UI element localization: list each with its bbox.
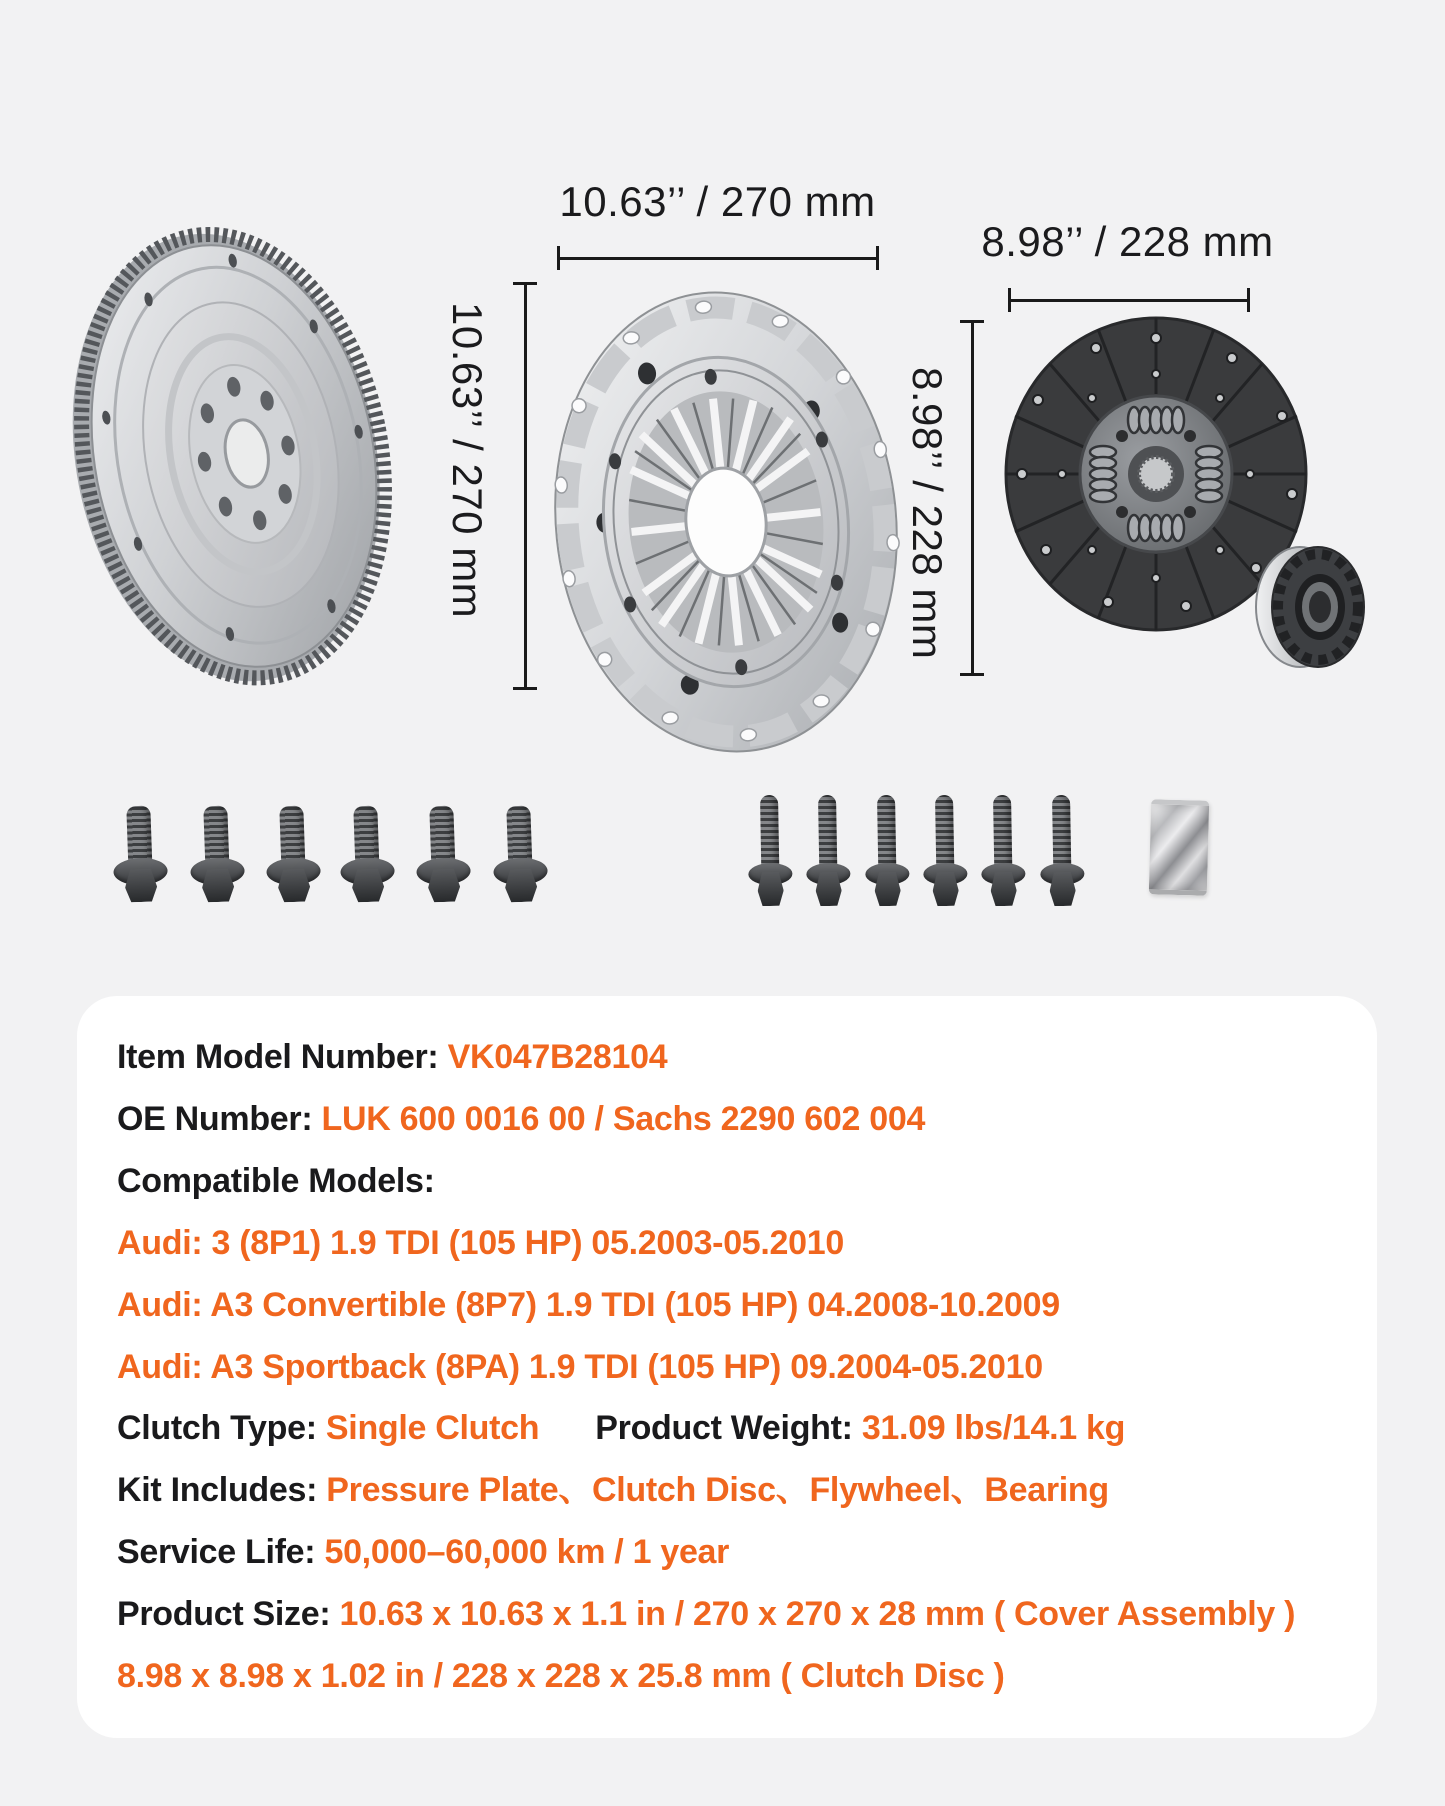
spec-label: OE Number:: [117, 1099, 322, 1138]
spec-value: Pressure Plate、Clutch Disc、Flywheel、Bearing: [326, 1471, 1109, 1510]
cover-bolt: [922, 795, 968, 911]
spec-value: 8.98 x 8.98 x 1.02 in / 228 x 228 x 25.8 mm ( Clutch Disc ): [117, 1657, 1005, 1695]
cover-height-dimension: 10.63’’ / 270 mm: [444, 301, 491, 619]
spec-value: Audi: A3 Convertible (8P7) 1.9 TDI (105 HP) 04.2008-10.2009: [117, 1285, 1060, 1324]
flywheel-bolt: [489, 805, 550, 907]
flywheel-bolt: [336, 805, 397, 907]
cover-width-dimension: 10.63’’ / 270 mm: [559, 178, 876, 225]
spec-item-model-number: [117, 1037, 1337, 1078]
spec-value: VK047B28104: [447, 1038, 668, 1077]
spec-value: 31.09 lbs/14.1 kg: [861, 1409, 1126, 1448]
release-bearing-image: [1254, 543, 1372, 671]
spec-label: Kit Includes:: [117, 1471, 327, 1510]
spec-oe-number: [117, 1099, 1337, 1140]
flywheel-image: [68, 224, 400, 688]
spec-product-size-cover: [117, 1594, 1337, 1635]
spec-card: [77, 996, 1377, 1738]
spec-label: Product Size:: [117, 1595, 340, 1634]
disc-width-dimension-line: [1008, 288, 1250, 312]
spec-value: 10.63 x 10.63 x 1.1 in / 270 x 270 x 28 mm ( Cover Assembly ): [339, 1595, 1296, 1634]
spec-compatible-models-heading: [117, 1161, 1337, 1202]
spec-service-life: [117, 1532, 1337, 1573]
cover-height-dimension-line: [513, 282, 537, 690]
spec-clutch-type-and-weight: [117, 1408, 1337, 1449]
disc-height-dimension-line: [960, 320, 984, 676]
cover-width-dimension-line: [557, 246, 879, 270]
spec-label: Clutch Type:: [117, 1409, 326, 1448]
spec-product-size-disc: [117, 1656, 1337, 1697]
flywheel-bolt: [412, 805, 473, 907]
spec-value: Audi: A3 Sportback (8PA) 1.9 TDI (105 HP) 09.2004-05.2010: [117, 1347, 1043, 1386]
spec-label: Service Life:: [117, 1533, 325, 1572]
spec-compatible-model-2: [117, 1285, 1337, 1326]
cover-bolt: [747, 795, 793, 911]
cover-bolt: [805, 795, 851, 911]
cover-bolt: [1039, 795, 1085, 911]
spec-value: Single Clutch: [325, 1409, 540, 1448]
spec-label: Item Model Number:: [117, 1038, 448, 1077]
spec-value: 50,000–60,000 km / 1 year: [324, 1533, 730, 1572]
flywheel-bolt: [262, 805, 323, 907]
spec-compatible-model-3: [117, 1347, 1337, 1388]
spec-kit-includes: [117, 1470, 1337, 1511]
spec-label: Product Weight:: [595, 1409, 862, 1448]
spec-compatible-model-1: [117, 1223, 1337, 1264]
cover-bolt: [864, 795, 910, 911]
disc-height-dimension: 8.98’’ / 228 mm: [904, 366, 951, 660]
disc-width-dimension: 8.98’’ / 228 mm: [981, 218, 1274, 265]
flywheel-bolt: [186, 805, 247, 907]
spec-value: Audi: 3 (8P1) 1.9 TDI (105 HP) 05.2003-05.2010: [117, 1223, 844, 1262]
spec-label: Compatible Models:: [117, 1161, 435, 1200]
grease-packet: [1149, 799, 1209, 895]
pressure-plate-image: [543, 280, 903, 758]
cover-bolt: [980, 795, 1026, 911]
spec-value: LUK 600 0016 00 / Sachs 2290 602 004: [321, 1099, 926, 1138]
flywheel-bolt: [109, 805, 170, 907]
